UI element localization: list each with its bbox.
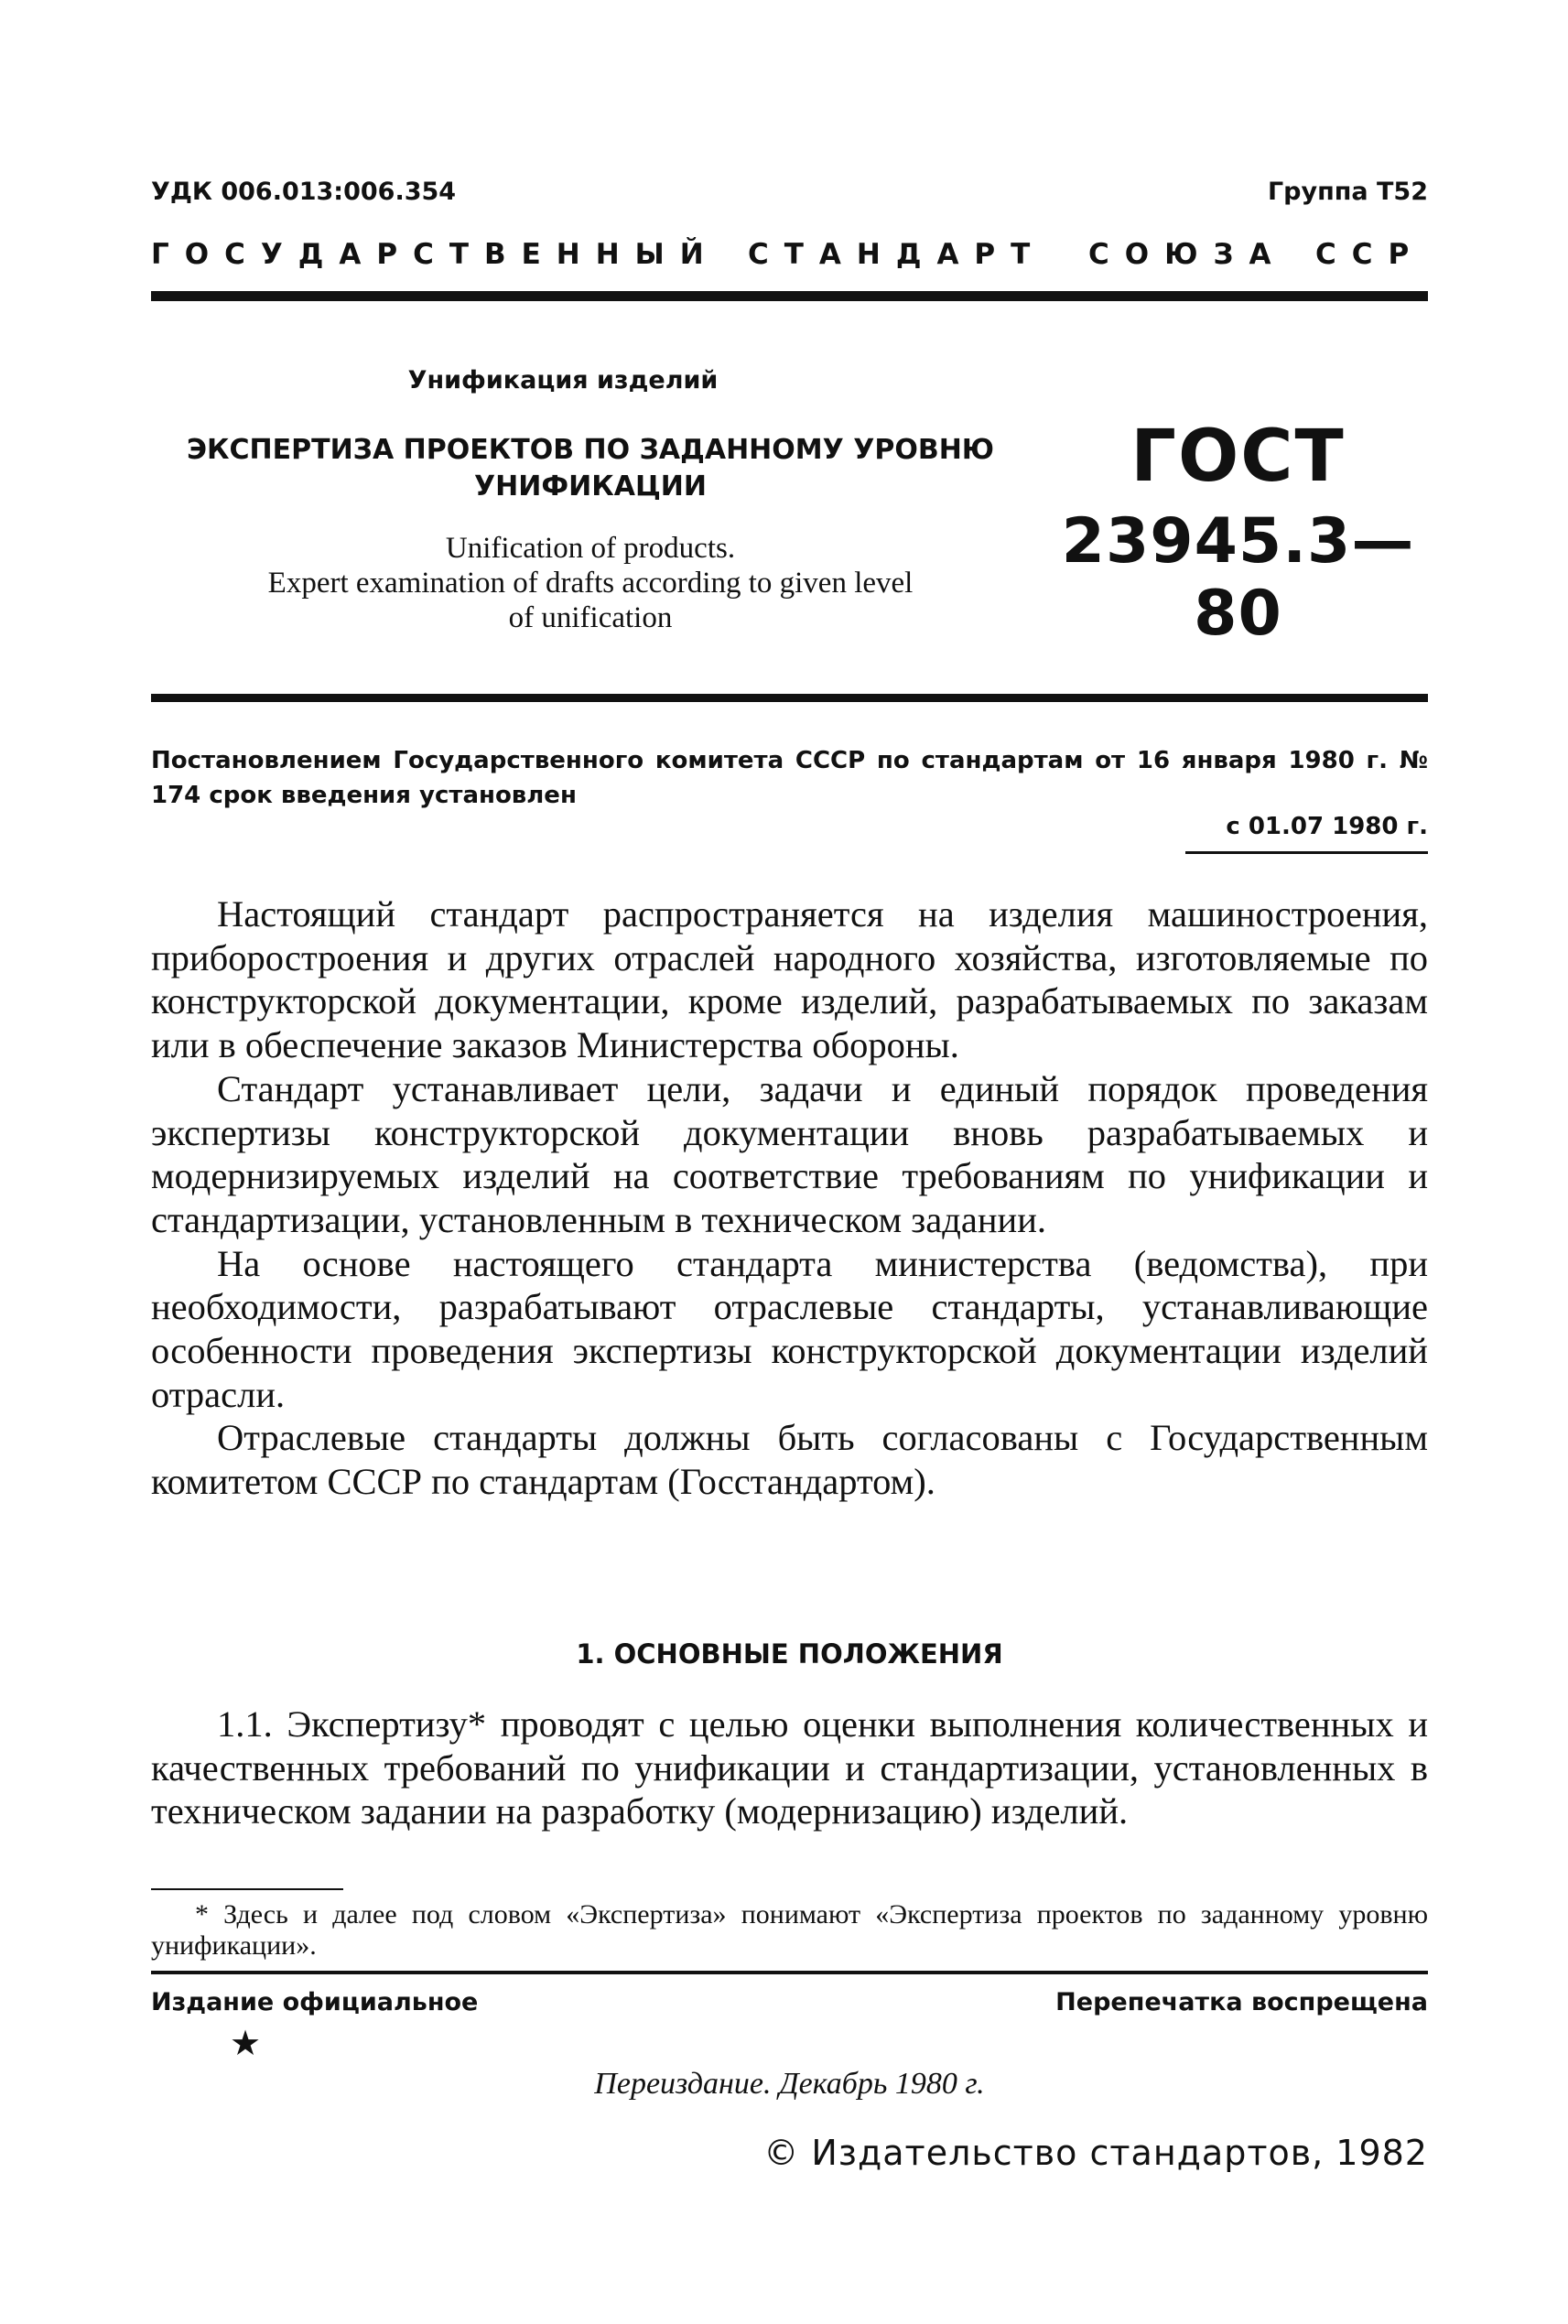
star-icon: ★ bbox=[230, 2023, 262, 2063]
section-body bbox=[151, 1702, 1428, 1833]
effective-date: с 01.07 1980 г. bbox=[1226, 813, 1428, 840]
gost-number: 23945.3—80 bbox=[1061, 505, 1415, 650]
title-english-line-3: of unification bbox=[508, 601, 673, 634]
reprint-prohibited-label: Перепечатка воспрещена bbox=[1055, 1988, 1428, 2016]
title-english bbox=[151, 531, 1030, 635]
title-russian bbox=[151, 432, 1030, 505]
paragraph: Настоящий стандарт распространяется на изделия машиностроения, приборостроения и других отраслей народного хозяйства, изготовляемые по конструкторской документации, кроме изделий, разрабатываемых по заказам или в обеспечение заказов Министерства обороны. bbox=[151, 893, 1428, 1066]
title-russian-line-2: УНИФИКАЦИИ bbox=[474, 470, 707, 503]
paragraph: Отраслевые стандарты должны быть согласованы с Государственным комитетом СССР по стандартам (Госстандартом). bbox=[151, 1417, 1428, 1503]
footnote: * Здесь и далее под словом «Экспертиза» понимают «Экспертиза проектов по заданному уровню унификации». bbox=[151, 1899, 1428, 1961]
title-english-line-1: Unification of products. bbox=[445, 532, 736, 565]
title-russian-line-1: ЭКСПЕРТИЗА ПРОЕКТОВ ПО ЗАДАННОМУ УРОВНЮ bbox=[186, 434, 995, 466]
state-standard-word-3: СОЮЗА bbox=[1088, 238, 1287, 271]
reissue-note: Переиздание. Декабрь 1980 г. bbox=[594, 2067, 985, 2101]
subject-heading: Унификация изделий bbox=[407, 366, 719, 395]
udc-code: УДК 006.013:006.354 bbox=[151, 178, 457, 206]
publisher-copyright: © Издательство стандартов, 1982 bbox=[763, 2133, 1428, 2173]
gost-label: ГОСТ bbox=[1130, 416, 1346, 498]
title-rule bbox=[151, 694, 1428, 702]
state-standard-word-2: СТАНДАРТ bbox=[748, 238, 1046, 271]
header-rule bbox=[151, 291, 1428, 301]
title-english-line-2: Expert examination of drafts according to given level bbox=[267, 567, 914, 600]
official-edition-label: Издание официальное bbox=[151, 1988, 479, 2016]
state-standard-word-4: ССР bbox=[1315, 238, 1425, 271]
paragraph: На основе настоящего стандарта министерства (ведомства), при необходимости, разрабатывают отраслевые стандарты, устанавливающие особенности проведения экспертизы конструкторской документации изделий отрасли. bbox=[151, 1242, 1428, 1415]
footer-rule bbox=[151, 1971, 1428, 1974]
decree-text: Постановлением Государственного комитета СССР по стандартам от 16 января 1980 г. № 174 срок введения установлен bbox=[151, 747, 1428, 809]
paragraph: 1.1. Экспертизу* проводят с целью оценки выполнения количественных и качественных требований по унификации и стандартизации, установленных в техническом задании на разработку (модернизацию) изделий. bbox=[151, 1703, 1428, 1832]
effective-date-underline bbox=[1185, 851, 1428, 854]
introduction-body bbox=[151, 892, 1428, 1504]
footnote-rule bbox=[151, 1888, 343, 1890]
group-code: Группа Т52 bbox=[1267, 178, 1428, 206]
header-row bbox=[151, 178, 1428, 218]
section-heading: 1. ОСНОВНЫЕ ПОЛОЖЕНИЯ bbox=[576, 1638, 1003, 1670]
paragraph: Стандарт устанавливает цели, задачи и единый порядок проведения экспертизы конструкторской документации вновь разрабатываемых и модернизируемых изделий на соответствие требованиям по унификации и стандартизации, установленным в техническом задании. bbox=[151, 1067, 1428, 1240]
state-standard-word-1: ГОСУДАРСТВЕННЫЙ bbox=[151, 238, 719, 271]
document-page bbox=[151, 0, 1428, 2324]
